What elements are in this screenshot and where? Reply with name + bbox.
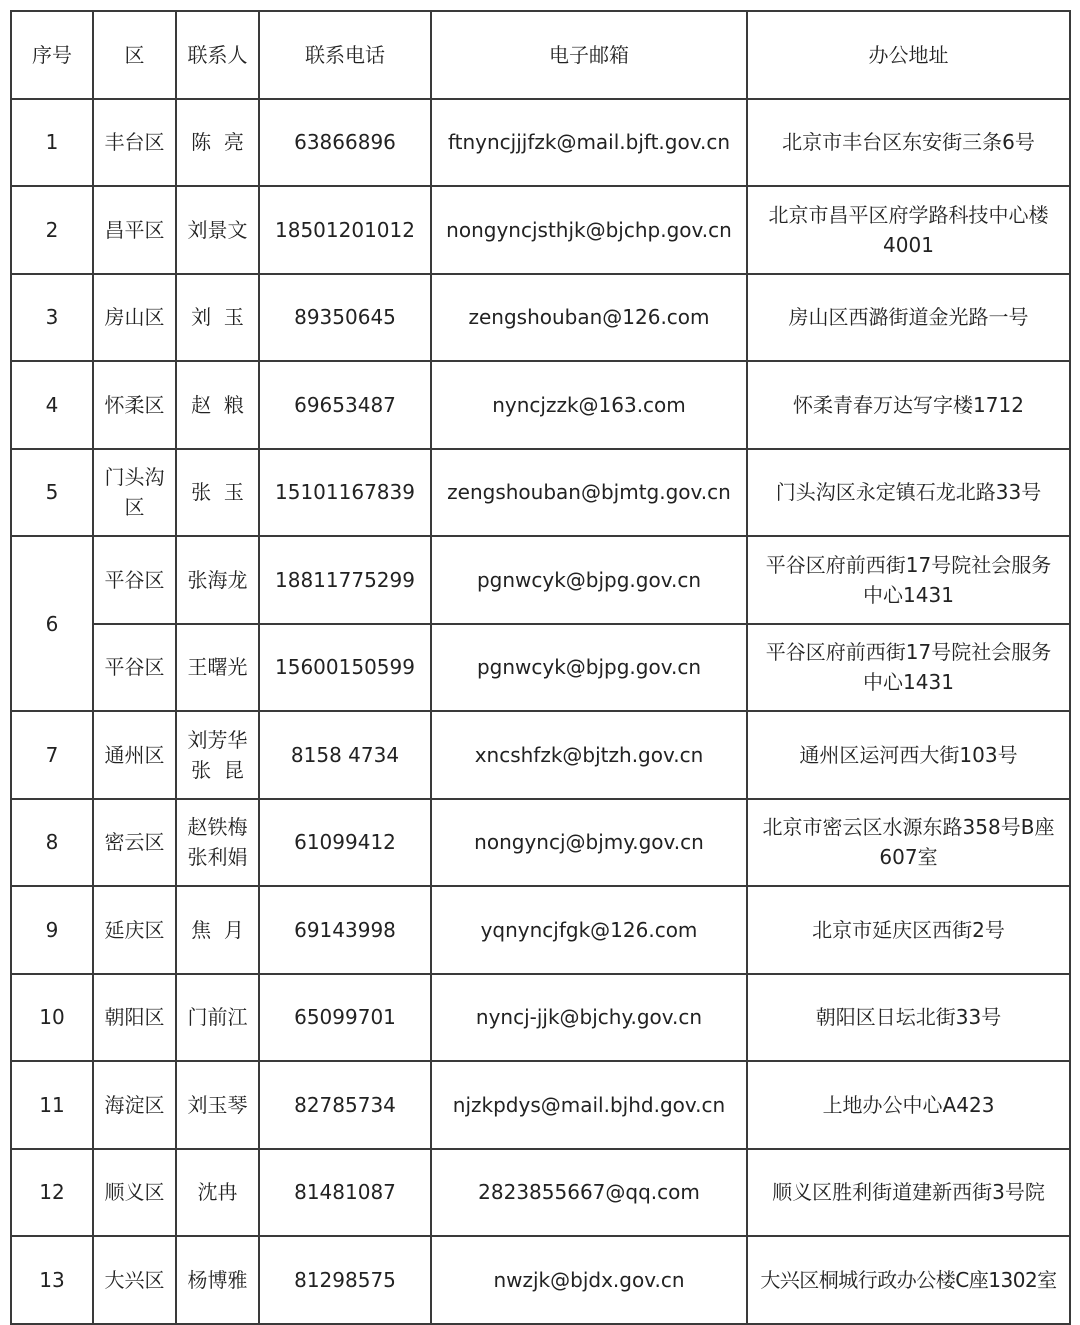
cell-email: pgnwcyk@bjpg.gov.cn [431, 536, 747, 624]
address-line-1: 北京市昌平区府学路科技中心楼 [768, 202, 1049, 227]
cell-address [747, 536, 1070, 624]
table-row [11, 1149, 1070, 1237]
cell-contact [176, 711, 259, 799]
contact-line-1: 刘芳华 [187, 727, 248, 752]
table-row [11, 711, 1070, 799]
cell-phone: 65099701 [259, 974, 431, 1062]
table-row [11, 536, 1070, 624]
cell-district: 通州区 [93, 711, 176, 799]
cell-email: nyncj-jjk@bjchy.gov.cn [431, 974, 747, 1062]
cell-district: 顺义区 [93, 1149, 176, 1237]
cell-phone: 15600150599 [259, 624, 431, 712]
table-row [11, 624, 1070, 712]
cell-contact: 刘 玉 [176, 274, 259, 362]
cell-phone: 63866896 [259, 99, 431, 187]
cell-district: 怀柔区 [93, 361, 176, 449]
table-header-row [11, 11, 1070, 99]
cell-district: 密云区 [93, 799, 176, 887]
table-row [11, 361, 1070, 449]
cell-district: 大兴区 [93, 1236, 176, 1324]
cell-address: 门头沟区永定镇石龙北路33号 [747, 449, 1070, 537]
cell-email: xncshfzk@bjtzh.gov.cn [431, 711, 747, 799]
cell-address [747, 624, 1070, 712]
cell-district: 海淀区 [93, 1061, 176, 1149]
contact-table-wrapper [10, 10, 1071, 1325]
cell-seq: 3 [11, 274, 93, 362]
district-line-1: 门头沟 [104, 465, 165, 490]
header-district: 区 [93, 11, 176, 99]
table-row [11, 186, 1070, 274]
cell-email: nongyncjsthjk@bjchp.gov.cn [431, 186, 747, 274]
table-row [11, 1236, 1070, 1324]
header-contact: 联系人 [176, 11, 259, 99]
cell-address [747, 186, 1070, 274]
cell-seq: 5 [11, 449, 93, 537]
contact-line-2: 张利娟 [187, 845, 248, 870]
cell-email: pgnwcyk@bjpg.gov.cn [431, 624, 747, 712]
cell-district: 平谷区 [93, 536, 176, 624]
cell-phone: 18811775299 [259, 536, 431, 624]
cell-contact: 杨博雅 [176, 1236, 259, 1324]
cell-address: 怀柔青春万达写字楼1712 [747, 361, 1070, 449]
cell-email: ftnyncjjjfzk@mail.bjft.gov.cn [431, 99, 747, 187]
header-email: 电子邮箱 [431, 11, 747, 99]
table-row [11, 1061, 1070, 1149]
header-seq: 序号 [11, 11, 93, 99]
cell-district: 房山区 [93, 274, 176, 362]
cell-district [93, 449, 176, 537]
table-row [11, 99, 1070, 187]
cell-email: zengshouban@126.com [431, 274, 747, 362]
address-line-1: 北京市密云区水源东路358号B座 [762, 815, 1055, 840]
cell-email: njzkpdys@mail.bjhd.gov.cn [431, 1061, 747, 1149]
cell-contact: 赵 粮 [176, 361, 259, 449]
cell-address: 上地办公中心A423 [747, 1061, 1070, 1149]
contact-line-2: 张 昆 [191, 757, 244, 782]
cell-seq: 9 [11, 886, 93, 974]
cell-address: 顺义区胜利街道建新西街3号院 [747, 1149, 1070, 1237]
cell-email: 2823855667@qq.com [431, 1149, 747, 1237]
cell-email: zengshouban@bjmtg.gov.cn [431, 449, 747, 537]
address-line-2: 中心1431 [863, 670, 954, 695]
address-line-2: 4001 [883, 232, 934, 257]
cell-contact: 门前江 [176, 974, 259, 1062]
address-line-2: 中心1431 [863, 582, 954, 607]
cell-district: 丰台区 [93, 99, 176, 187]
cell-phone: 81298575 [259, 1236, 431, 1324]
cell-district: 朝阳区 [93, 974, 176, 1062]
cell-phone: 81481087 [259, 1149, 431, 1237]
cell-phone: 61099412 [259, 799, 431, 887]
cell-seq: 4 [11, 361, 93, 449]
cell-address: 房山区西潞街道金光路一号 [747, 274, 1070, 362]
cell-address: 朝阳区日坛北街33号 [747, 974, 1070, 1062]
cell-contact: 王曙光 [176, 624, 259, 712]
table-row [11, 274, 1070, 362]
address-line-1: 平谷区府前西街17号院社会服务 [765, 552, 1052, 577]
cell-address: 北京市延庆区西街2号 [747, 886, 1070, 974]
cell-seq: 7 [11, 711, 93, 799]
cell-contact: 陈 亮 [176, 99, 259, 187]
district-line-2: 区 [124, 495, 145, 520]
address-line-1: 平谷区府前西街17号院社会服务 [765, 640, 1052, 665]
table-row [11, 449, 1070, 537]
table-row [11, 886, 1070, 974]
cell-email: nyncjzzk@163.com [431, 361, 747, 449]
cell-address: 通州区运河西大街103号 [747, 711, 1070, 799]
contact-table [10, 10, 1071, 1325]
cell-contact: 张海龙 [176, 536, 259, 624]
cell-seq: 10 [11, 974, 93, 1062]
cell-phone: 82785734 [259, 1061, 431, 1149]
cell-seq: 6 [11, 536, 93, 711]
cell-contact: 焦 月 [176, 886, 259, 974]
cell-phone: 89350645 [259, 274, 431, 362]
cell-seq: 2 [11, 186, 93, 274]
cell-district: 延庆区 [93, 886, 176, 974]
cell-contact [176, 799, 259, 887]
cell-email: nwzjk@bjdx.gov.cn [431, 1236, 747, 1324]
cell-seq: 1 [11, 99, 93, 187]
cell-address: 北京市丰台区东安街三条6号 [747, 99, 1070, 187]
cell-contact: 张 玉 [176, 449, 259, 537]
cell-email: yqnyncjfgk@126.com [431, 886, 747, 974]
cell-address [747, 799, 1070, 887]
table-row [11, 799, 1070, 887]
cell-seq: 8 [11, 799, 93, 887]
cell-address: 大兴区桐城行政办公楼C座1302室 [747, 1236, 1070, 1324]
cell-seq: 12 [11, 1149, 93, 1237]
cell-phone: 15101167839 [259, 449, 431, 537]
table-row [11, 974, 1070, 1062]
contact-line-1: 赵铁梅 [187, 815, 248, 840]
cell-contact: 刘玉琴 [176, 1061, 259, 1149]
cell-district: 昌平区 [93, 186, 176, 274]
cell-phone: 69653487 [259, 361, 431, 449]
cell-seq: 13 [11, 1236, 93, 1324]
cell-contact: 刘景文 [176, 186, 259, 274]
address-line-2: 607室 [879, 845, 938, 870]
cell-phone: 8158 4734 [259, 711, 431, 799]
header-phone: 联系电话 [259, 11, 431, 99]
header-address: 办公地址 [747, 11, 1070, 99]
cell-phone: 18501201012 [259, 186, 431, 274]
cell-phone: 69143998 [259, 886, 431, 974]
cell-contact: 沈冉 [176, 1149, 259, 1237]
cell-email: nongyncj@bjmy.gov.cn [431, 799, 747, 887]
cell-seq: 11 [11, 1061, 93, 1149]
cell-district: 平谷区 [93, 624, 176, 712]
